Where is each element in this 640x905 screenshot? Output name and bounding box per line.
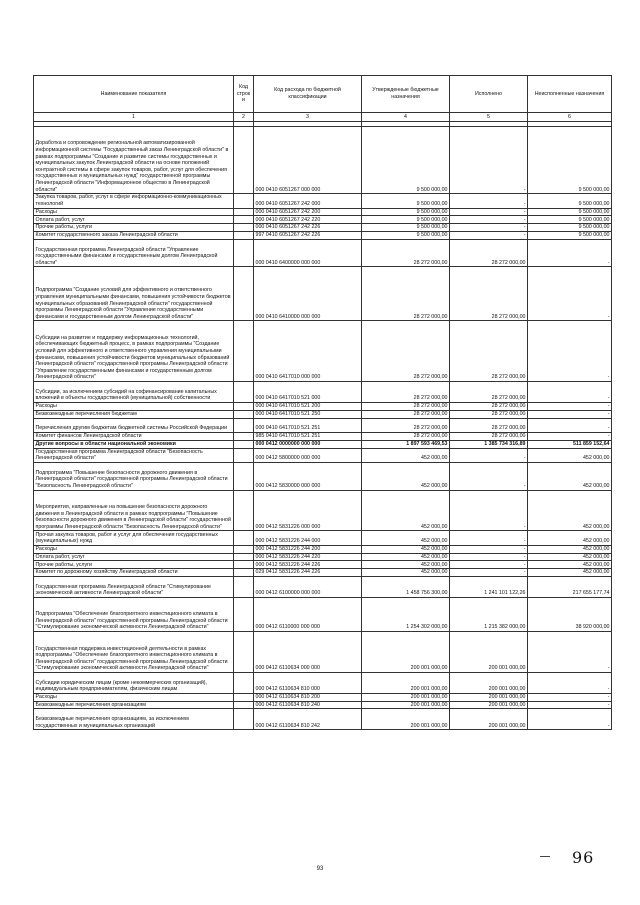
approved-amount-cell: 452 000,00	[362, 569, 450, 577]
row-code-cell	[234, 381, 254, 402]
approved-amount-cell: 452 000,00	[362, 531, 450, 545]
handwritten-sheet-number: 96	[572, 848, 595, 867]
row-code-cell	[234, 432, 254, 440]
executed-amount-cell: -	[450, 448, 528, 462]
table-row	[34, 410, 612, 418]
row-code-cell	[234, 127, 254, 194]
classification-code-cell: 000 0412 5831226 244 226	[254, 561, 362, 569]
row-code-cell	[234, 224, 254, 232]
remaining-amount-cell: -	[528, 267, 612, 321]
row-code-cell	[234, 239, 254, 267]
row-code-cell	[234, 462, 254, 490]
executed-amount-cell: -	[450, 561, 528, 569]
approved-amount-cell: 28 272 000,00	[362, 267, 450, 321]
row-code-cell	[234, 440, 254, 448]
table-row	[34, 239, 612, 267]
classification-code-cell: 000 0410 6051267 000 000	[254, 127, 362, 194]
classification-code-cell: 000 0412 6110000 000 000	[254, 597, 362, 631]
classification-code-cell: 000 0410 6051267 242 200	[254, 208, 362, 216]
table-row	[34, 127, 612, 194]
table-row	[34, 545, 612, 553]
row-code-cell	[234, 321, 254, 382]
approved-amount-cell: 452 000,00	[362, 561, 450, 569]
approved-amount-cell: 452 000,00	[362, 448, 450, 462]
row-name-cell: Государственная программа Ленинградской области "Управление государственными финансами и государственным долгом Ленинградской области"	[34, 239, 234, 267]
executed-amount-cell: 200 001 000,00	[450, 693, 528, 701]
row-code-cell	[234, 231, 254, 239]
table-row	[34, 709, 612, 730]
classification-code-cell: 000 0412 5830000 000 000	[254, 462, 362, 490]
table-row	[34, 490, 612, 531]
remaining-amount-cell: 452 000,00	[528, 553, 612, 561]
table-row	[34, 321, 612, 382]
row-name-cell: Прочие работы, услуги	[34, 561, 234, 569]
row-name-cell: Комитет государственного заказа Ленинградской области	[34, 231, 234, 239]
approved-amount-cell: 9 500 000,00	[362, 224, 450, 232]
classification-code-cell: 000 0412 0000000 000 000	[254, 440, 362, 448]
executed-amount-cell: 200 001 000,00	[450, 709, 528, 730]
column-number: 5	[450, 113, 528, 122]
approved-amount-cell: 452 000,00	[362, 462, 450, 490]
classification-code-cell: 000 0412 6110634 810 240	[254, 701, 362, 709]
row-name-cell: Расходы	[34, 208, 234, 216]
table-row	[34, 561, 612, 569]
row-name-cell: Субсидии юридическим лицам (кроме некоммерческих организаций), индивидуальным предпринимателям, физическим лицам	[34, 672, 234, 693]
row-code-cell	[234, 693, 254, 701]
remaining-amount-cell: -	[528, 321, 612, 382]
table-row	[34, 432, 612, 440]
remaining-amount-cell: -	[528, 701, 612, 709]
row-code-cell	[234, 410, 254, 418]
table-row	[34, 402, 612, 410]
row-code-cell	[234, 701, 254, 709]
header-executed: Исполнено	[450, 76, 528, 113]
column-number: 4	[362, 113, 450, 122]
column-number: 1	[34, 113, 234, 122]
classification-code-cell: 000 0410 6417010 521 200	[254, 402, 362, 410]
row-code-cell	[234, 597, 254, 631]
table-row	[34, 448, 612, 462]
table-row	[34, 597, 612, 631]
row-name-cell: Подпрограмма "Обеспечение благоприятного инвестиционного климата в Ленинградской области" государственной программы Ленинградской области "Стимулирование экономической активности Ленинградской области"	[34, 597, 234, 631]
table-row	[34, 216, 612, 224]
classification-code-cell: 000 0412 5800000 000 000	[254, 448, 362, 462]
table-row	[34, 701, 612, 709]
row-code-cell	[234, 632, 254, 673]
row-name-cell: Государственная программа Ленинградской области "Стимулирование экономической активности Ленинградской области"	[34, 576, 234, 597]
approved-amount-cell: 28 272 000,00	[362, 432, 450, 440]
executed-amount-cell: -	[450, 127, 528, 194]
row-code-cell	[234, 194, 254, 208]
row-code-cell	[234, 569, 254, 577]
classification-code-cell: 000 0412 5831226 244 200	[254, 545, 362, 553]
row-name-cell: Подпрограмма "Повышение безопасности дорожного движения в Ленинградской области" государственной программы Ленинградской области "Безопасность Ленинградской области"	[34, 462, 234, 490]
remaining-amount-cell: 452 000,00	[528, 531, 612, 545]
approved-amount-cell: 200 001 000,00	[362, 632, 450, 673]
executed-amount-cell: -	[450, 569, 528, 577]
executed-amount-cell: -	[450, 462, 528, 490]
classification-code-cell: 000 0412 6110634 000 000	[254, 632, 362, 673]
remaining-amount-cell: 9 500 000,00	[528, 224, 612, 232]
header-classification-code: Код расхода по бюджетной классификации	[254, 76, 362, 113]
row-code-cell	[234, 531, 254, 545]
executed-amount-cell: -	[450, 224, 528, 232]
approved-amount-cell: 1 458 756 300,00	[362, 576, 450, 597]
approved-amount-cell: 28 272 000,00	[362, 381, 450, 402]
table-row	[34, 531, 612, 545]
approved-amount-cell: 9 500 000,00	[362, 194, 450, 208]
approved-amount-cell: 452 000,00	[362, 545, 450, 553]
executed-amount-cell: -	[450, 490, 528, 531]
table-row	[34, 672, 612, 693]
approved-amount-cell: 200 001 000,00	[362, 672, 450, 693]
approved-amount-cell: 200 001 000,00	[362, 701, 450, 709]
executed-amount-cell: -	[450, 545, 528, 553]
table-row	[34, 208, 612, 216]
row-name-cell: Прочие работы, услуги	[34, 224, 234, 232]
table-row	[34, 267, 612, 321]
row-name-cell: Расходы	[34, 693, 234, 701]
executed-amount-cell: 28 272 000,00	[450, 410, 528, 418]
classification-code-cell: 000 0410 6417010 000 000	[254, 321, 362, 382]
row-name-cell: Закупка товаров, работ, услуг в сфере информационно-коммуникационных технологий	[34, 194, 234, 208]
classification-code-cell: 000 0410 6417010 521 251	[254, 418, 362, 432]
table-row	[34, 576, 612, 597]
classification-code-cell: 985 0410 6417010 521 251	[254, 432, 362, 440]
remaining-amount-cell: -	[528, 402, 612, 410]
approved-amount-cell: 28 272 000,00	[362, 239, 450, 267]
approved-amount-cell: 200 001 000,00	[362, 709, 450, 730]
page-number: 93	[316, 866, 324, 872]
approved-amount-cell: 28 272 000,00	[362, 402, 450, 410]
row-code-cell	[234, 216, 254, 224]
row-name-cell: Оплата работ, услуг	[34, 553, 234, 561]
row-name-cell: Комитет по дорожному хозяйству Ленинградской области	[34, 569, 234, 577]
approved-amount-cell: 9 500 000,00	[362, 127, 450, 194]
row-name-cell: Комитет финансов Ленинградской области	[34, 432, 234, 440]
row-code-cell	[234, 402, 254, 410]
remaining-amount-cell: -	[528, 418, 612, 432]
executed-amount-cell: -	[450, 208, 528, 216]
row-name-cell: Расходы	[34, 402, 234, 410]
executed-amount-cell: 28 272 000,00	[450, 239, 528, 267]
row-code-cell	[234, 576, 254, 597]
classification-code-cell: 000 0412 5831226 244 000	[254, 531, 362, 545]
row-name-cell: Другие вопросы в области национальной экономики	[34, 440, 234, 448]
approved-amount-cell: 1 897 593 469,53	[362, 440, 450, 448]
table-row	[34, 231, 612, 239]
executed-amount-cell: -	[450, 231, 528, 239]
remaining-amount-cell: 38 920 000,00	[528, 597, 612, 631]
classification-code-cell: 000 0412 5831226 244 220	[254, 553, 362, 561]
executed-amount-cell: 28 272 000,00	[450, 321, 528, 382]
remaining-amount-cell: 452 000,00	[528, 561, 612, 569]
executed-amount-cell: -	[450, 194, 528, 208]
column-number: 2	[234, 113, 254, 122]
executed-amount-cell: 1 241 101 122,26	[450, 576, 528, 597]
remaining-amount-cell: 9 500 000,00	[528, 231, 612, 239]
table-row	[34, 693, 612, 701]
remaining-amount-cell: -	[528, 672, 612, 693]
remaining-amount-cell: -	[528, 632, 612, 673]
row-code-cell	[234, 545, 254, 553]
table-row	[34, 194, 612, 208]
remaining-amount-cell: 452 000,00	[528, 490, 612, 531]
classification-code-cell: 000 0412 6110634 810 200	[254, 693, 362, 701]
classification-code-cell: 000 0410 6400000 000 000	[254, 239, 362, 267]
executed-amount-cell: 28 272 000,00	[450, 432, 528, 440]
approved-amount-cell: 452 000,00	[362, 553, 450, 561]
table-row	[34, 224, 612, 232]
classification-code-cell: 029 0412 5831226 244 226	[254, 569, 362, 577]
row-name-cell: Субсидии, за исключением субсидий на софинансирование капитальных вложений в объекты государственной (муниципальной) собственности	[34, 381, 234, 402]
header-approved: Утвержденные бюджетные назначения	[362, 76, 450, 113]
classification-code-cell: 000 0410 6051267 242 000	[254, 194, 362, 208]
approved-amount-cell: 452 000,00	[362, 490, 450, 531]
row-name-cell: Перечисления другим бюджетам бюджетной системы Российской Федерации	[34, 418, 234, 432]
remaining-amount-cell: 217 655 177,74	[528, 576, 612, 597]
approved-amount-cell: 9 500 000,00	[362, 231, 450, 239]
executed-amount-cell: 200 001 000,00	[450, 672, 528, 693]
column-number: 3	[254, 113, 362, 122]
classification-code-cell: 000 0410 6051267 242 226	[254, 224, 362, 232]
header-row-code: Код строк и	[234, 76, 254, 113]
margin-dash-mark	[540, 856, 550, 857]
classification-code-cell: 000 0410 6051267 242 220	[254, 216, 362, 224]
column-number-row	[34, 113, 612, 122]
executed-amount-cell: 200 001 000,00	[450, 632, 528, 673]
executed-amount-cell: 28 272 000,00	[450, 402, 528, 410]
executed-amount-cell: 1 385 734 316,89	[450, 440, 528, 448]
row-code-cell	[234, 448, 254, 462]
executed-amount-cell: -	[450, 216, 528, 224]
table-row	[34, 418, 612, 432]
table-row	[34, 553, 612, 561]
row-name-cell: Прочая закупка товаров, работ и услуг для обеспечения государственных (муниципальных) нужд	[34, 531, 234, 545]
row-name-cell: Доработка и сопровождение региональной автоматизированной информационной системы "Государственный заказ Ленинградской области" в рамках подпрограммы "Создание и развитие системы государственных и муниципальных закупок Ленинградской области на основе положений контрактной системы в сфере закупок товаров, работ, услуг для обеспечения государственных и муниципальных нужд" государственной программы Ленинградской области "Информационное общество в Ленинградской области"	[34, 127, 234, 194]
approved-amount-cell: 28 272 000,00	[362, 321, 450, 382]
remaining-amount-cell: 452 000,00	[528, 569, 612, 577]
row-code-cell	[234, 418, 254, 432]
approved-amount-cell: 1 254 302 000,00	[362, 597, 450, 631]
table-row	[34, 462, 612, 490]
classification-code-cell: 000 0410 6417010 521 000	[254, 381, 362, 402]
row-code-cell	[234, 672, 254, 693]
row-name-cell: Безвозмездные перечисления организациям, за исключением государственных и муниципальных организаций	[34, 709, 234, 730]
table-body	[34, 127, 612, 730]
remaining-amount-cell: 452 000,00	[528, 462, 612, 490]
remaining-amount-cell: 452 000,00	[528, 448, 612, 462]
row-code-cell	[234, 490, 254, 531]
remaining-amount-cell: 9 500 000,00	[528, 194, 612, 208]
approved-amount-cell: 9 500 000,00	[362, 208, 450, 216]
header-remaining: Неисполненные назначения	[528, 76, 612, 113]
row-code-cell	[234, 709, 254, 730]
remaining-amount-cell: 511 859 152,64	[528, 440, 612, 448]
remaining-amount-cell: 452 000,00	[528, 545, 612, 553]
executed-amount-cell: -	[450, 553, 528, 561]
table-row	[34, 381, 612, 402]
remaining-amount-cell: 9 500 000,00	[528, 127, 612, 194]
remaining-amount-cell: -	[528, 693, 612, 701]
executed-amount-cell: 28 272 000,00	[450, 418, 528, 432]
classification-code-cell: 000 0412 6100000 000 000	[254, 576, 362, 597]
column-number: 6	[528, 113, 612, 122]
row-name-cell: Безвозмездные перечисления бюджетам	[34, 410, 234, 418]
classification-code-cell: 997 0410 6051267 242 226	[254, 231, 362, 239]
remaining-amount-cell: 9 500 000,00	[528, 216, 612, 224]
table-row	[34, 440, 612, 448]
row-code-cell	[234, 208, 254, 216]
table-row	[34, 569, 612, 577]
executed-amount-cell: 28 272 000,00	[450, 381, 528, 402]
remaining-amount-cell: 9 500 000,00	[528, 208, 612, 216]
classification-code-cell: 000 0412 6110634 810 242	[254, 709, 362, 730]
row-name-cell: Оплата работ, услуг	[34, 216, 234, 224]
approved-amount-cell: 9 500 000,00	[362, 216, 450, 224]
header-name: Наименование показателя	[34, 76, 234, 113]
row-name-cell: Безвозмездные перечисления организациям	[34, 701, 234, 709]
approved-amount-cell: 200 001 000,00	[362, 693, 450, 701]
header-row	[34, 76, 612, 113]
classification-code-cell: 000 0410 6410000 000 000	[254, 267, 362, 321]
remaining-amount-cell: -	[528, 381, 612, 402]
remaining-amount-cell: -	[528, 239, 612, 267]
executed-amount-cell: 1 215 382 000,00	[450, 597, 528, 631]
classification-code-cell: 000 0412 6110634 810 000	[254, 672, 362, 693]
row-name-cell: Мероприятия, направленные на повышение безопасности дорожного движения в Ленинградской области в рамках подпрограммы "Повышение безопасности дорожного движения в Ленинградской области" государственной программы Ленинградской области "Безопасность Ленинградской области"	[34, 490, 234, 531]
approved-amount-cell: 28 272 000,00	[362, 418, 450, 432]
remaining-amount-cell: -	[528, 410, 612, 418]
row-code-cell	[234, 561, 254, 569]
approved-amount-cell: 28 272 000,00	[362, 410, 450, 418]
row-name-cell: Подпрограмма "Создание условий для эффективного и ответственного управления муниципальными финансами, повышения устойчивости бюджетов муниципальных образований Ленинградской области" государственной программы Ленинградской области "Управление государственными финансами и государственным долгом Ленинградской области"	[34, 267, 234, 321]
classification-code-cell: 000 0410 6417010 521 250	[254, 410, 362, 418]
executed-amount-cell: -	[450, 531, 528, 545]
row-name-cell: Субсидии на развитие и поддержку информационных технологий, обеспечивающих бюджетный процесс, в рамках подпрограммы "Создание условий для эффективного и ответственного управления муниципальными финансами, повышения устойчивости бюджетов муниципальных образований Ленинградской области" государственной программы Ленинградской области "Управление государственными финансами и государственным долгом Ленинградской области"	[34, 321, 234, 382]
remaining-amount-cell: -	[528, 432, 612, 440]
executed-amount-cell: 28 272 000,00	[450, 267, 528, 321]
row-name-cell: Расходы	[34, 545, 234, 553]
table-row	[34, 632, 612, 673]
classification-code-cell: 000 0412 5831226 000 000	[254, 490, 362, 531]
row-code-cell	[234, 553, 254, 561]
executed-amount-cell: 200 001 000,00	[450, 701, 528, 709]
row-code-cell	[234, 267, 254, 321]
row-name-cell: Государственная программа Ленинградской области "Безопасность Ленинградской области"	[34, 448, 234, 462]
budget-execution-table	[33, 75, 612, 730]
row-name-cell: Государственная поддержка инвестиционной деятельности в рамках подпрограммы "Обеспечение благоприятного инвестиционного климата в Ленинградской области" государственной программы Ленинградской области "Стимулирование экономической активности Ленинградской области"	[34, 632, 234, 673]
remaining-amount-cell: -	[528, 709, 612, 730]
